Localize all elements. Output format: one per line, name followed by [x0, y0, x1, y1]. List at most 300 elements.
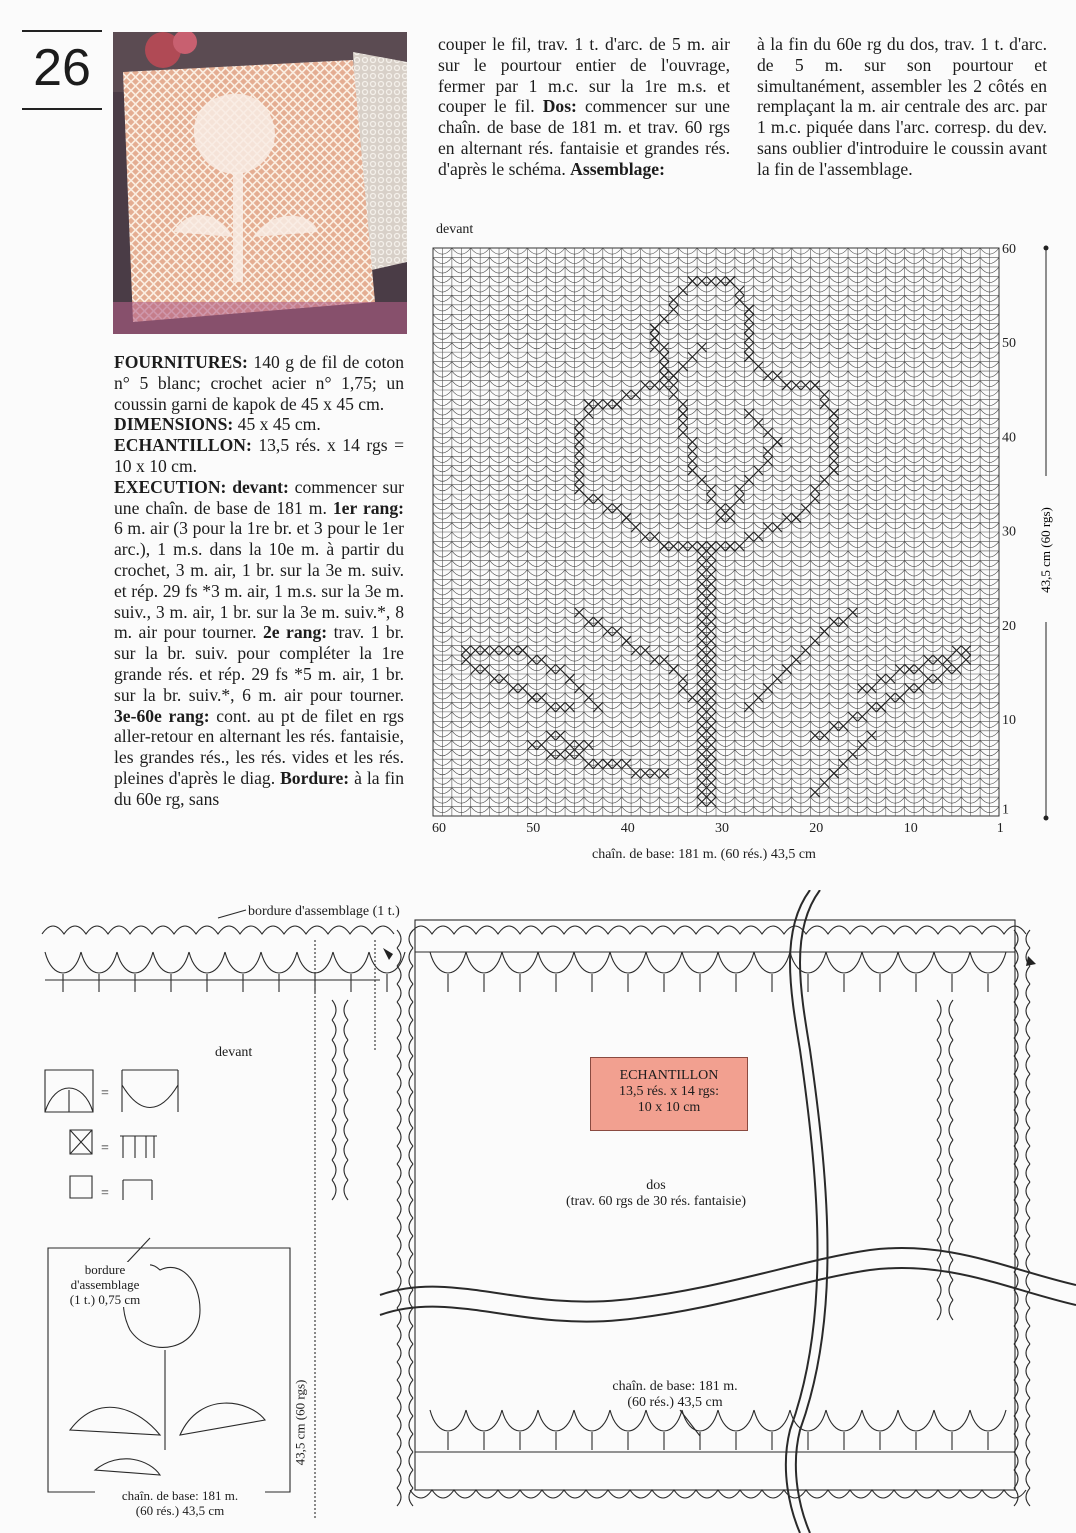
chart-cross-cell	[895, 665, 904, 674]
chart-cross-cell	[914, 665, 923, 674]
chart-cross-cell	[584, 759, 593, 768]
chart-cross-cell	[669, 541, 678, 550]
dos-base-label	[590, 1379, 760, 1411]
chart-cross-cell	[725, 541, 734, 550]
chart-cross-cell	[593, 702, 602, 711]
chart-cross-cell	[867, 702, 876, 711]
chart-cross-cell	[480, 646, 489, 655]
bordure-heading: Bordure:	[280, 767, 350, 788]
legend-full-symbol	[70, 1130, 92, 1154]
chart-cross-cell	[659, 352, 668, 361]
chart-cross-cell	[707, 797, 716, 806]
chart-cross-cell	[735, 295, 744, 304]
chart-cross-cell	[820, 627, 829, 636]
mini-bordure-1: bordure	[84, 1262, 126, 1277]
chart-cross-cell	[697, 693, 706, 702]
legend-full-stitch	[120, 1136, 157, 1158]
chart-y-tick: 10	[1002, 713, 1016, 728]
chart-cross-cell	[707, 636, 716, 645]
chart-cross-cell	[678, 399, 687, 408]
chart-cross-cell	[707, 759, 716, 768]
chart-cross-cell	[858, 683, 867, 692]
chart-cross-cell	[716, 541, 725, 550]
chart-cross-cell	[735, 286, 744, 295]
chart-cross-cell	[537, 655, 546, 664]
dos-bottom-scallops	[410, 1490, 1026, 1498]
chart-cross-cell	[707, 589, 716, 598]
chart-cross-cell	[829, 617, 838, 626]
chart-cross-cell	[490, 674, 499, 683]
chart-cross-cell	[707, 570, 716, 579]
cushion-photo	[113, 32, 407, 334]
chart-cross-cell	[707, 721, 716, 730]
chart-cross-cell	[697, 731, 706, 740]
chart-cross-cell	[801, 381, 810, 390]
chart-cross-cell	[556, 731, 565, 740]
chart-cross-cell	[659, 541, 668, 550]
chart-cross-cell	[848, 750, 857, 759]
chart-cross-cell	[697, 617, 706, 626]
rang2-heading: 2e rang:	[262, 622, 328, 643]
mini-height-label: 43,5 cm (60 rgs)	[292, 1379, 308, 1466]
chart-cross-cell	[848, 712, 857, 721]
assemblage-heading: Assemblage:	[570, 158, 665, 179]
echantillon-text: 13,5 rés. x 14 rgs = 10 x 10 cm.	[114, 435, 404, 476]
dos-base-line2: (60 rés.) 43,5 cm	[627, 1395, 723, 1410]
chart-cross-cell	[603, 504, 612, 513]
chart-cross-cell	[839, 617, 848, 626]
chart-cross-cell	[829, 721, 838, 730]
chart-cross-cell	[575, 750, 584, 759]
assembly-diagram	[0, 890, 1076, 1533]
chart-cross-cell	[650, 333, 659, 342]
chart-x-tick: 40	[620, 821, 635, 836]
chart-cross-cell	[829, 409, 838, 418]
chart-cross-cell	[584, 409, 593, 418]
chart-cross-cell	[697, 598, 706, 607]
chart-cross-cell	[593, 399, 602, 408]
chart-cross-cell	[905, 665, 914, 674]
chart-cross-cell	[707, 541, 716, 550]
chart-cross-cell	[707, 627, 716, 636]
right-text: à la fin du 60e rg du dos, trav. 1 t. d'arc. de 5 m. sur son pourtour et simultanément, assembler les 2 côtés en remplaçant la m. air centrale des arc. par 1 m.c. piquée dans l'arc. corresp. du dev. sans oublier d'introduire le coussin avant la fin de l'assemblage.	[757, 34, 1047, 179]
chart-cross-cell	[744, 314, 753, 323]
chart-cross-cell	[820, 475, 829, 484]
chart-cross-cell	[858, 712, 867, 721]
chart-title: devant	[436, 222, 474, 237]
echantillon-heading: ECHANTILLON:	[114, 435, 252, 456]
chart-cross-cell	[895, 693, 904, 702]
arrow-left	[383, 948, 393, 960]
chart-cross-cell	[697, 589, 706, 598]
chart-cross-cell	[763, 523, 772, 532]
chart-cross-cell	[622, 390, 631, 399]
chart-cross-cell	[678, 541, 687, 550]
chart-cross-cell	[527, 655, 536, 664]
chart-cross-cell	[933, 674, 942, 683]
base-leader	[680, 1410, 700, 1436]
chart-cross-cell	[707, 778, 716, 787]
dos-base-line1: chaîn. de base: 181 m.	[612, 1379, 738, 1394]
chart-cross-cell	[575, 456, 584, 465]
chart-cross-cell	[782, 381, 791, 390]
page-number-block	[22, 30, 102, 110]
chart-cross-cell	[480, 665, 489, 674]
chart-cross-cell	[603, 759, 612, 768]
chart-cross-cell	[707, 276, 716, 285]
chart-cross-cell	[697, 570, 706, 579]
chart-cross-cell	[782, 665, 791, 674]
chart-cross-cell	[593, 617, 602, 626]
chart-cross-cell	[508, 683, 517, 692]
chart-cross-cell	[829, 437, 838, 446]
break-line-horizontal-1	[380, 1248, 1076, 1302]
chart-cross-cell	[707, 750, 716, 759]
chart-cross-cell	[744, 333, 753, 342]
break-line-vertical-1	[796, 890, 828, 1533]
chart-cross-cell	[546, 665, 555, 674]
legend-fantaisie-stitch	[122, 1070, 178, 1112]
chart-cross-cell	[867, 731, 876, 740]
legend-empty-stitch	[123, 1180, 152, 1200]
chart-cross-cell	[773, 523, 782, 532]
chart-cross-cell	[546, 750, 555, 759]
chart-cross-cell	[829, 428, 838, 437]
chart-cross-cell	[678, 362, 687, 371]
chart-cross-cell	[659, 314, 668, 323]
chart-cross-cell	[584, 740, 593, 749]
echantillon-box	[590, 1057, 748, 1131]
chart-cross-cell	[933, 655, 942, 664]
chart-cross-cell	[744, 409, 753, 418]
chart-cross-cell	[791, 381, 800, 390]
chart-cross-cell	[575, 437, 584, 446]
chart-y-tick: 40	[1002, 430, 1016, 446]
chart-cross-cell	[575, 683, 584, 692]
chart-cross-cell	[820, 731, 829, 740]
chart-cross-cell	[697, 778, 706, 787]
chart-cross-cell	[631, 523, 640, 532]
chart-cross-cell	[556, 750, 565, 759]
chart-cross-cell	[697, 674, 706, 683]
rang3-text: cont. au pt de filet en rgs aller-retour en alternant les rés. fantaisie, les grandes rés., les rés. vides et les rés. pleines d'après le diag.	[114, 705, 405, 788]
chart-cross-cell	[744, 305, 753, 314]
chart-cross-cell	[631, 646, 640, 655]
chart-cross-cell	[575, 428, 584, 437]
chart-cross-cell	[650, 769, 659, 778]
chart-cross-cell	[735, 485, 744, 494]
chart-cross-cell	[754, 466, 763, 475]
bordure-leader	[218, 910, 246, 918]
chart-cross-cell	[678, 418, 687, 427]
dos-label	[546, 1178, 766, 1210]
chart-cross-cell	[575, 475, 584, 484]
chart-cross-cell	[707, 551, 716, 560]
height-dim-dot-bottom	[1044, 816, 1049, 821]
chart-cross-cell	[612, 759, 621, 768]
chart-cross-cell	[659, 371, 668, 380]
chart-cross-cell	[669, 381, 678, 390]
chart-cross-cell	[763, 371, 772, 380]
chart-cross-cell	[556, 665, 565, 674]
chart-cross-cell	[461, 646, 470, 655]
chart-cross-cell	[593, 494, 602, 503]
chart-cross-cell	[773, 371, 782, 380]
chart-cross-cell	[707, 702, 716, 711]
chart-cross-cell	[697, 276, 706, 285]
chart-cross-cell	[763, 428, 772, 437]
dos-heading: Dos:	[542, 96, 577, 117]
chart-cross-cell	[697, 627, 706, 636]
chart-cross-cell	[612, 504, 621, 513]
chart-cross-cell	[688, 447, 697, 456]
chart-cross-cell	[575, 608, 584, 617]
break-line-horizontal-2	[380, 1268, 1076, 1322]
chart-cross-cell	[707, 579, 716, 588]
chart-cross-cell	[707, 693, 716, 702]
chart-cross-cell	[537, 740, 546, 749]
chart-cross-cell	[707, 674, 716, 683]
legend-eq-3: =	[101, 1186, 109, 1201]
legend-fantaisie-symbol	[45, 1070, 93, 1112]
chart-cross-cell	[773, 437, 782, 446]
chart-cross-cell	[471, 646, 480, 655]
chart-cross-cell	[697, 655, 706, 664]
chart-cross-cell	[707, 485, 716, 494]
chart-cross-cell	[688, 352, 697, 361]
chart-cross-cell	[669, 371, 678, 380]
chart-cross-cell	[688, 437, 697, 446]
chart-cross-cell	[707, 683, 716, 692]
page-number: 26	[33, 39, 91, 97]
devant-edge-lines	[315, 940, 375, 1520]
chart-cross-cell	[924, 655, 933, 664]
echantillon-box-line3: 10 x 10 cm	[637, 1100, 701, 1115]
chart-cross-cell	[707, 617, 716, 626]
chart-y-tick: 30	[1002, 524, 1016, 540]
chart-cross-cell	[565, 674, 574, 683]
chart-x-tick: 10	[903, 821, 918, 836]
chart-cross-cell	[905, 683, 914, 692]
arrow-right	[1026, 956, 1036, 966]
chart-cross-cell	[471, 665, 480, 674]
chart-cross-cell	[707, 655, 716, 664]
chart-cross-cell	[575, 418, 584, 427]
dimensions-text: 45 x 45 cm.	[233, 414, 321, 435]
fournitures-heading: FOURNITURES:	[114, 352, 248, 372]
chart-cross-cell	[697, 665, 706, 674]
chart-cross-cell	[810, 788, 819, 797]
bordure-text: à la fin du 60e rg, sans	[114, 767, 404, 809]
chart-cross-cell	[810, 731, 819, 740]
chart-cross-cell	[650, 655, 659, 664]
chart-cross-cell	[565, 702, 574, 711]
chart-cross-cell	[961, 655, 970, 664]
chart-cross-cell	[697, 797, 706, 806]
left-side-fans	[332, 930, 413, 1506]
chart-cross-cell	[744, 324, 753, 333]
chart-cross-cell	[697, 750, 706, 759]
chart-cross-cell	[801, 504, 810, 513]
chart-cross-cell	[697, 608, 706, 617]
chart-cross-cell	[659, 381, 668, 390]
chart-y-ticks	[1002, 242, 1016, 818]
chart-cross-cell	[707, 788, 716, 797]
chart-cross-cell	[584, 617, 593, 626]
chart-cross-cell	[924, 674, 933, 683]
execution-text: commencer sur une chaîn. de base de 181 m.	[114, 476, 404, 518]
left-text-column	[114, 352, 404, 810]
chart-cross-cell	[622, 513, 631, 522]
chart-cross-cell	[697, 646, 706, 655]
rang2-text: trav. 1 br. sur la br. suiv. pour compléter la 1re grande rés. et rép. 29 fs *5 m. air, 1 br. sur la br. suiv.*, 6 m. air pour tourner.	[114, 622, 404, 705]
chart-cross-cell	[650, 532, 659, 541]
chart-cross-cell	[707, 646, 716, 655]
chart-cross-cell	[678, 286, 687, 295]
chart-cross-cell	[546, 731, 555, 740]
chart-cross-cell	[848, 608, 857, 617]
chart-cross-cell	[829, 466, 838, 475]
chart-cross-cell	[697, 788, 706, 797]
chart-cross-cell	[707, 608, 716, 617]
chart-cross-cell	[622, 636, 631, 645]
height-label: 43,5 cm (60 rgs)	[1038, 507, 1053, 593]
chart-cross-cell	[584, 494, 593, 503]
chart-cross-cell	[612, 627, 621, 636]
chart-cross-cell	[584, 693, 593, 702]
chart-cross-cell	[707, 712, 716, 721]
chart-cross-cell	[650, 324, 659, 333]
chart-cross-cell	[659, 343, 668, 352]
chart-x-tick: 60	[432, 821, 446, 836]
dos-label-title: dos	[646, 1178, 666, 1193]
chart-cross-cell	[725, 513, 734, 522]
chart-cross-cell	[839, 721, 848, 730]
chart-cross-cell	[641, 769, 650, 778]
chart-cross-cell	[754, 362, 763, 371]
chart-cross-cell	[697, 343, 706, 352]
chart-y-tick: 50	[1002, 336, 1016, 352]
chart-cross-cell	[716, 276, 725, 285]
right-text-column	[757, 34, 1047, 180]
chart-cross-cell	[810, 636, 819, 645]
chart-cross-cell	[527, 740, 536, 749]
mini-bordure-label	[60, 1262, 150, 1307]
chart-cross-cell	[707, 598, 716, 607]
chart-cross-cell	[669, 390, 678, 399]
chart-cross-cell	[678, 409, 687, 418]
legend-eq-2: =	[101, 1141, 109, 1156]
chart-cross-cell	[820, 778, 829, 787]
legend-empty-symbol	[70, 1176, 92, 1198]
chart-cross-cell	[631, 769, 640, 778]
chart-cross-cell	[801, 646, 810, 655]
chart-cross-cell	[961, 646, 970, 655]
chart-cross-cell	[612, 399, 621, 408]
chart-x-tick: 30	[715, 821, 729, 836]
chart-cross-cell	[744, 343, 753, 352]
chart-cross-cell	[688, 466, 697, 475]
chart-cross-cell	[763, 683, 772, 692]
chart-cross-cell	[725, 504, 734, 513]
dimensions-heading: DIMENSIONS:	[114, 414, 234, 435]
chart-cross-cell	[641, 532, 650, 541]
chart-cross-cell	[697, 560, 706, 569]
chart-cross-cell	[537, 693, 546, 702]
chart-y-tick: 20	[1002, 618, 1016, 634]
chart-cross-cell	[546, 702, 555, 711]
chart-cross-cell	[697, 759, 706, 768]
chart-cross-cell	[707, 665, 716, 674]
middle-text-2: commencer sur une chaîn. de base de 181 m. et trav. 60 rgs en alternant rés. fantaisie et grandes rés. d'après le schéma.	[438, 96, 730, 179]
chart-cross-cell	[527, 693, 536, 702]
middle-text-column	[438, 34, 730, 180]
chart-x-ticks	[432, 821, 1004, 836]
chart-cross-cell	[518, 646, 527, 655]
chart-cross-cell	[697, 579, 706, 588]
chart-cross-cell	[707, 494, 716, 503]
chart-cross-cell	[697, 636, 706, 645]
bottom-rule	[22, 108, 102, 110]
chart-cross-cell	[575, 447, 584, 456]
mini-height-wrap	[290, 1360, 310, 1490]
chart-cross-cell	[697, 683, 706, 692]
chart-cross-cell	[650, 343, 659, 352]
chart-cross-cell	[707, 769, 716, 778]
mini-base-1: chaîn. de base: 181 m.	[121, 1488, 239, 1503]
chart-y-tick: 1	[1002, 802, 1009, 818]
chart-cross-cell	[829, 418, 838, 427]
chart-cross-cell	[716, 513, 725, 522]
chart-cross-cell	[810, 485, 819, 494]
chart-cross-cell	[556, 702, 565, 711]
chart-cross-cell	[886, 693, 895, 702]
fournitures-text: 140 g de fil de coton n° 5 blanc; crochet acier n° 1,75; un coussin garni de kapok de 45 x 45 cm.	[114, 352, 404, 414]
chart-cross-cell	[942, 665, 951, 674]
rang3-heading: 3e-60e rang:	[114, 705, 210, 726]
chart-cross-cell	[839, 759, 848, 768]
chart-cross-cell	[820, 390, 829, 399]
chart-cross-cell	[490, 646, 499, 655]
chart-cross-cell	[565, 750, 574, 759]
chart-cross-cell	[744, 475, 753, 484]
devant-label: devant	[215, 1045, 253, 1060]
chart-cross-cell	[697, 541, 706, 550]
chart-cross-cell	[603, 399, 612, 408]
rang1-heading: 1er rang:	[332, 497, 404, 518]
chart-cross-cell	[678, 674, 687, 683]
chart-cross-cell	[754, 418, 763, 427]
chart-cross-cell	[688, 276, 697, 285]
devant-top-scallops	[42, 926, 394, 934]
chart-cross-cell	[810, 381, 819, 390]
chart-cross-cell	[697, 740, 706, 749]
chart-cross-cell	[697, 551, 706, 560]
chart-cross-cell	[697, 769, 706, 778]
chart-cross-cell	[707, 731, 716, 740]
chart-cross-cell	[707, 740, 716, 749]
middle-text-1: couper le fil, trav. 1 t. d'arc. de 5 m. air sur le pourtour entier de l'ouvrage, fermer par 1 m.c. sur la 1re m.s. et couper le fil.	[438, 34, 730, 117]
chart-cross-cell	[575, 466, 584, 475]
chart-cross-cell	[876, 702, 885, 711]
chart-cross-cell	[829, 456, 838, 465]
chart-cross-cell	[688, 541, 697, 550]
chart-cross-cell	[631, 390, 640, 399]
chart-cross-cell	[565, 740, 574, 749]
chart-y-tick: 60	[1002, 242, 1016, 257]
chart-cross-cell	[575, 740, 584, 749]
chart-cross-cell	[942, 655, 951, 664]
